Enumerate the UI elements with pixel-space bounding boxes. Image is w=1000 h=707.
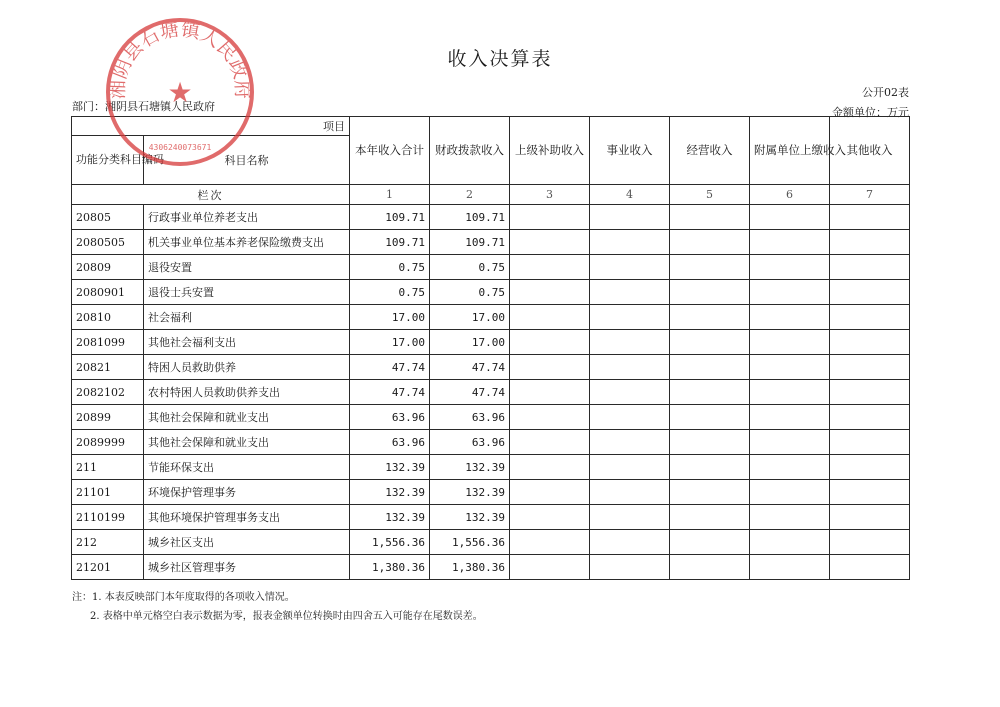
- col-header-other: 其他收入: [830, 117, 910, 185]
- row-affiliated-income: [750, 480, 830, 505]
- row-affiliated-income: [750, 305, 830, 330]
- row-fiscal-income: 1,556.36: [430, 530, 510, 555]
- row-affiliated-income: [750, 455, 830, 480]
- row-subject-name: 环境保护管理事务: [144, 480, 350, 505]
- row-subject-name: 节能环保支出: [144, 455, 350, 480]
- col-index: 2: [430, 185, 510, 205]
- table-row: [72, 305, 910, 330]
- row-fiscal-income: 17.00: [430, 305, 510, 330]
- row-fiscal-income: 47.74: [430, 380, 510, 405]
- row-fiscal-income: 63.96: [430, 405, 510, 430]
- table-row: [72, 455, 910, 480]
- form-code: 公开02表: [862, 86, 909, 99]
- row-total-income: 109.71: [350, 205, 430, 230]
- row-code: 212: [72, 530, 144, 555]
- col-index: 3: [510, 185, 590, 205]
- row-fiscal-income: 132.39: [430, 505, 510, 530]
- row-superior-subsidy: [510, 505, 590, 530]
- seal-star: ★: [167, 76, 193, 109]
- table-row: [72, 405, 910, 430]
- row-business-income: [590, 430, 670, 455]
- row-affiliated-income: [750, 255, 830, 280]
- row-superior-subsidy: [510, 405, 590, 430]
- row-fiscal-income: 132.39: [430, 455, 510, 480]
- row-business-income: [590, 255, 670, 280]
- row-total-income: 109.71: [350, 230, 430, 255]
- row-subject-name: 行政事业单位养老支出: [144, 205, 350, 230]
- row-subject-name: 城乡社区管理事务: [144, 555, 350, 580]
- row-total-income: 1,556.36: [350, 530, 430, 555]
- row-operating-income: [670, 555, 750, 580]
- row-total-income: 63.96: [350, 430, 430, 455]
- row-business-income: [590, 455, 670, 480]
- row-superior-subsidy: [510, 530, 590, 555]
- row-superior-subsidy: [510, 205, 590, 230]
- row-other-income: [830, 530, 910, 555]
- row-code: 2089999: [72, 430, 144, 455]
- row-total-income: 47.74: [350, 355, 430, 380]
- col-header-business: 事业收入: [590, 117, 670, 185]
- table-row: [72, 555, 910, 580]
- table-row: [72, 530, 910, 555]
- row-business-income: [590, 380, 670, 405]
- department-line: [72, 98, 215, 114]
- row-other-income: [830, 230, 910, 255]
- row-superior-subsidy: [510, 255, 590, 280]
- row-operating-income: [670, 480, 750, 505]
- row-total-income: 47.74: [350, 380, 430, 405]
- amount-unit: 金额单位：万元: [832, 106, 909, 119]
- row-fiscal-income: 47.74: [430, 355, 510, 380]
- row-code: 211: [72, 455, 144, 480]
- row-other-income: [830, 205, 910, 230]
- row-code: 20809: [72, 255, 144, 280]
- table-row: [72, 480, 910, 505]
- table-row: [72, 505, 910, 530]
- col-header-operating: 经营收入: [670, 117, 750, 185]
- row-subject-name: 其他社会保障和就业支出: [144, 405, 350, 430]
- row-operating-income: [670, 430, 750, 455]
- row-operating-income: [670, 405, 750, 430]
- col-header-fiscal: 财政拨款收入: [430, 117, 510, 185]
- income-table: [71, 116, 910, 580]
- col-index: 1: [350, 185, 430, 205]
- row-affiliated-income: [750, 530, 830, 555]
- row-fiscal-income: 63.96: [430, 430, 510, 455]
- row-other-income: [830, 405, 910, 430]
- row-business-income: [590, 555, 670, 580]
- row-total-income: 132.39: [350, 480, 430, 505]
- row-business-income: [590, 305, 670, 330]
- row-code: 20805: [72, 205, 144, 230]
- seal-number: 4306240073671: [148, 143, 212, 152]
- table-row: [72, 430, 910, 455]
- row-affiliated-income: [750, 555, 830, 580]
- row-code: 20810: [72, 305, 144, 330]
- row-business-income: [590, 480, 670, 505]
- row-affiliated-income: [750, 230, 830, 255]
- row-code: 2110199: [72, 505, 144, 530]
- row-business-income: [590, 405, 670, 430]
- row-subject-name: 机关事业单位基本养老保险缴费支出: [144, 230, 350, 255]
- row-other-income: [830, 555, 910, 580]
- col-header-total: 本年收入合计: [350, 117, 430, 185]
- col-header-affiliated: 附属单位上缴收入: [750, 117, 830, 185]
- row-total-income: 0.75: [350, 255, 430, 280]
- row-subject-name: 社会福利: [144, 305, 350, 330]
- row-other-income: [830, 505, 910, 530]
- row-affiliated-income: [750, 205, 830, 230]
- row-operating-income: [670, 455, 750, 480]
- row-subject-name: 其他社会保障和就业支出: [144, 430, 350, 455]
- table-row: [72, 355, 910, 380]
- row-affiliated-income: [750, 355, 830, 380]
- row-other-income: [830, 380, 910, 405]
- row-operating-income: [670, 380, 750, 405]
- row-total-income: 63.96: [350, 405, 430, 430]
- row-code: 2081099: [72, 330, 144, 355]
- row-fiscal-income: 109.71: [430, 205, 510, 230]
- col-index: 4: [590, 185, 670, 205]
- row-superior-subsidy: [510, 230, 590, 255]
- row-operating-income: [670, 230, 750, 255]
- row-subject-name: 退役士兵安置: [144, 280, 350, 305]
- row-business-income: [590, 530, 670, 555]
- row-fiscal-income: 0.75: [430, 280, 510, 305]
- table-row: [72, 330, 910, 355]
- department-label: 部门：: [72, 100, 105, 113]
- row-fiscal-income: 0.75: [430, 255, 510, 280]
- row-subject-name: 其他社会福利支出: [144, 330, 350, 355]
- lanci-label: 栏次: [72, 185, 350, 205]
- row-affiliated-income: [750, 405, 830, 430]
- row-other-income: [830, 480, 910, 505]
- col-index: 7: [830, 185, 910, 205]
- row-code: 20821: [72, 355, 144, 380]
- row-total-income: 1,380.36: [350, 555, 430, 580]
- row-fiscal-income: 109.71: [430, 230, 510, 255]
- row-code: 2080505: [72, 230, 144, 255]
- row-affiliated-income: [750, 330, 830, 355]
- row-operating-income: [670, 280, 750, 305]
- footnote-2: 2. 表格中单元格空白表示数据为零，报表金额单位转换时由四舍五入可能存在尾数误差。: [90, 611, 483, 622]
- row-business-income: [590, 230, 670, 255]
- footnote-1: 注：1. 本表反映部门本年度取得的各项收入情况。: [72, 592, 295, 603]
- table-row: [72, 380, 910, 405]
- table-row: [72, 255, 910, 280]
- row-affiliated-income: [750, 280, 830, 305]
- row-superior-subsidy: [510, 455, 590, 480]
- row-operating-income: [670, 305, 750, 330]
- seal-text: 湘阴县石塘镇人民政府: [106, 18, 254, 100]
- row-affiliated-income: [750, 505, 830, 530]
- subject-name-header: 科目名称: [144, 136, 350, 185]
- row-subject-name: 城乡社区支出: [144, 530, 350, 555]
- row-other-income: [830, 455, 910, 480]
- row-superior-subsidy: [510, 305, 590, 330]
- row-superior-subsidy: [510, 280, 590, 305]
- row-operating-income: [670, 330, 750, 355]
- row-superior-subsidy: [510, 480, 590, 505]
- col-index: 6: [750, 185, 830, 205]
- row-business-income: [590, 355, 670, 380]
- row-other-income: [830, 430, 910, 455]
- row-superior-subsidy: [510, 330, 590, 355]
- row-superior-subsidy: [510, 555, 590, 580]
- row-code: 21101: [72, 480, 144, 505]
- row-subject-name: 农村特困人员救助供养支出: [144, 380, 350, 405]
- row-affiliated-income: [750, 380, 830, 405]
- row-fiscal-income: 17.00: [430, 330, 510, 355]
- row-other-income: [830, 280, 910, 305]
- row-business-income: [590, 205, 670, 230]
- project-header: 项目: [72, 117, 350, 136]
- row-operating-income: [670, 255, 750, 280]
- row-code: 2080901: [72, 280, 144, 305]
- row-business-income: [590, 505, 670, 530]
- table-row: [72, 205, 910, 230]
- row-operating-income: [670, 530, 750, 555]
- row-operating-income: [670, 205, 750, 230]
- row-other-income: [830, 255, 910, 280]
- row-other-income: [830, 330, 910, 355]
- row-total-income: 0.75: [350, 280, 430, 305]
- row-operating-income: [670, 505, 750, 530]
- row-code: 2082102: [72, 380, 144, 405]
- row-other-income: [830, 305, 910, 330]
- row-operating-income: [670, 355, 750, 380]
- table-row: [72, 280, 910, 305]
- row-code: 21201: [72, 555, 144, 580]
- row-affiliated-income: [750, 430, 830, 455]
- report-title: 收入决算表: [447, 48, 553, 70]
- row-fiscal-income: 132.39: [430, 480, 510, 505]
- row-business-income: [590, 330, 670, 355]
- row-other-income: [830, 355, 910, 380]
- row-total-income: 17.00: [350, 305, 430, 330]
- row-subject-name: 特困人员救助供养: [144, 355, 350, 380]
- col-index: 5: [670, 185, 750, 205]
- func-code-header: 功能分类科目编码: [72, 136, 144, 185]
- col-header-superior-subsidy: 上级补助收入: [510, 117, 590, 185]
- row-business-income: [590, 280, 670, 305]
- row-superior-subsidy: [510, 355, 590, 380]
- row-superior-subsidy: [510, 430, 590, 455]
- row-total-income: 132.39: [350, 505, 430, 530]
- row-superior-subsidy: [510, 380, 590, 405]
- footnotes: [72, 588, 483, 626]
- row-code: 20899: [72, 405, 144, 430]
- row-total-income: 132.39: [350, 455, 430, 480]
- row-subject-name: 退役安置: [144, 255, 350, 280]
- row-fiscal-income: 1,380.36: [430, 555, 510, 580]
- table-row: [72, 230, 910, 255]
- department-name: 湘阴县石塘镇人民政府: [105, 100, 215, 113]
- row-subject-name: 其他环境保护管理事务支出: [144, 505, 350, 530]
- row-total-income: 17.00: [350, 330, 430, 355]
